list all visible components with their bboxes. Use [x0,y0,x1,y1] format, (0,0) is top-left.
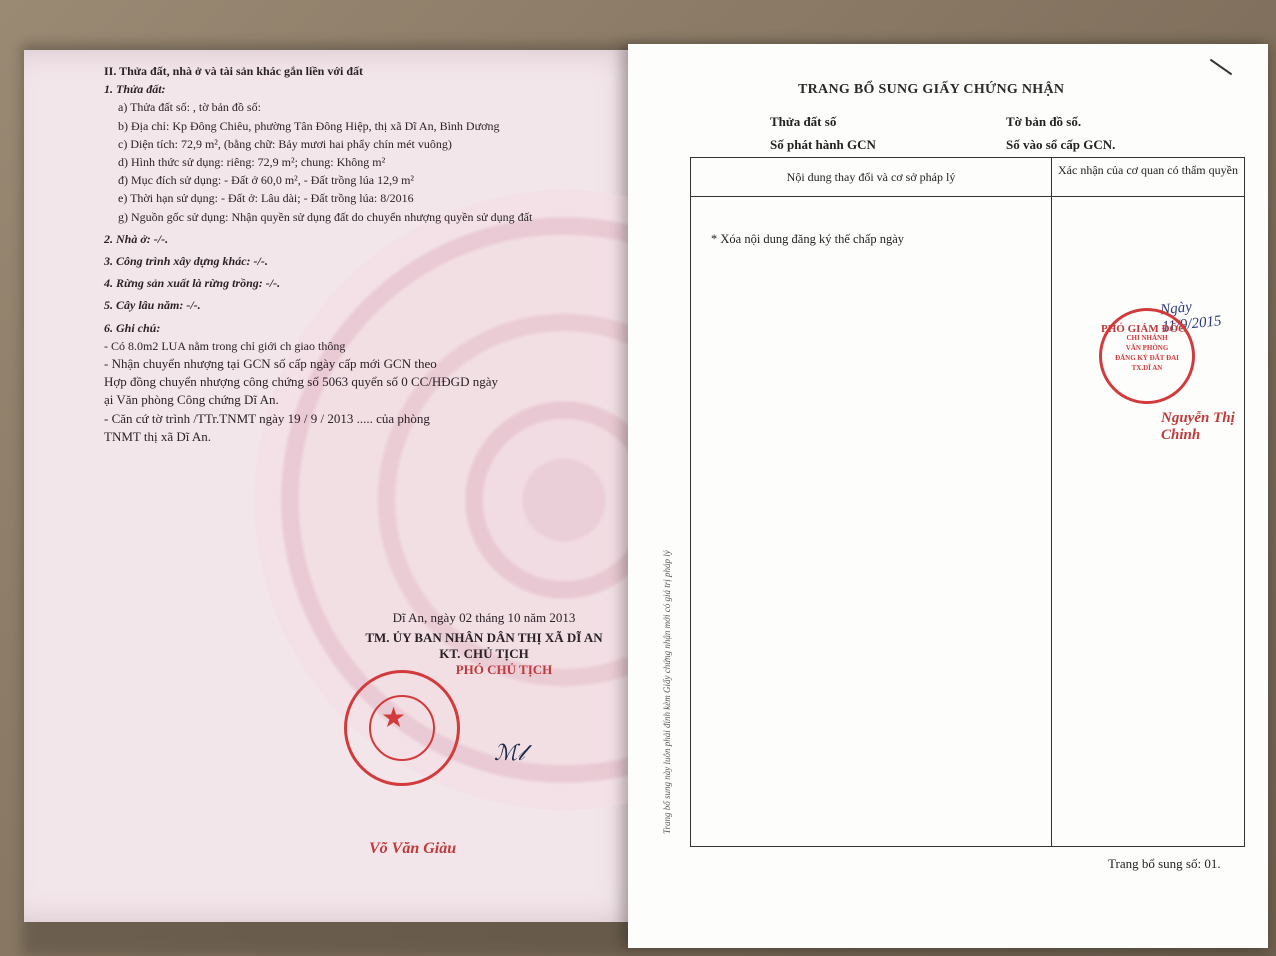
vice-director-title: PHÓ GIÁM ĐỐC [1101,323,1186,335]
perennial-line: 5. Cây lâu năm: -/-. [104,298,201,313]
official-seal-icon [344,670,460,786]
note-line: TNMT thị xã Dĩ An. [104,428,212,444]
construction-line: 3. Công trình xây dựng khác: -/-. [104,254,268,269]
land-line: e) Thời hạn sử dụng: - Đất ở: Lâu dài; - Đất trồng lúa: 8/2016 [118,191,414,206]
land-line: b) Địa chỉ: Kp Đông Chiêu, phường Tân Đông Hiệp, thị xã Dĩ An, Bình Dương [118,118,500,133]
confirm-signer-name: Nguyễn Thị Chinh [1161,410,1235,443]
note-line: ại Văn phòng Công chứng Dĩ An. [104,392,279,408]
place-date: Dĩ An, ngày 02 tháng 10 năm 2013 [392,610,576,625]
table-header-rule [691,196,1244,197]
supplement-page [628,44,1268,948]
certificate-left-page [24,50,644,922]
note-line: - Có 8.0m2 LUA nằm trong chỉ giới ch giao thông [104,338,346,353]
issue-number-label: Số phát hành GCN [770,137,876,152]
land-details [104,62,644,446]
confirmation-date: Ngày 11/9/2015 [1159,299,1223,336]
table-divider [1051,158,1052,846]
forest-line: 4. Rừng sản xuất là rừng trồng: -/-. [104,276,281,291]
star-emblem-icon: ★ [381,703,407,734]
land-line: đ) Mục đích sử dụng: - Đất ở 60,0 m², - Đất trồng lúa 12,9 m² [118,173,415,188]
page-title: TRANG BỔ SUNG GIẤY CHỨNG NHẬN [798,82,1065,97]
land-line: g) Nguồn gốc sử dụng: Nhận quyền sử dụng đất do chuyển nhượng quyền sử dụng đất [118,209,533,224]
seal-text: CHI NHÁNH VĂN PHÒNG ĐĂNG KÝ ĐẤT ĐAI TX.DĨ AN [1115,334,1179,372]
signer-name: Võ Văn Giàu [369,840,457,857]
notes-heading: 6. Ghi chú: [104,320,161,335]
note-line: Hợp đồng chuyển nhượng công chứng số 5063 quyển số 0 CC/HĐGD ngày [104,374,498,390]
corner-mark [1210,59,1232,76]
table-entry: * Xóa nội dung đăng ký thế chấp ngày [711,232,905,246]
committee-title: TM. ỦY BAN NHÂN DÂN THỊ XÃ DĨ AN [365,630,603,645]
signature-block [314,610,644,678]
map-sheet-label: Tờ bản đồ số. [1006,114,1082,129]
page-number: Trang bổ sung số: 01. [1108,856,1221,871]
side-note: Trang bổ sung này luôn phải đính kèm Giấy chứng nhận mới có giá trị pháp lý [662,550,672,834]
chairman-title: KT. CHỦ TỊCH [439,646,529,661]
register-number-label: Số vào sổ cấp GCN. [1006,137,1116,152]
parcel-label: Thửa đất số [770,114,837,129]
note-line: - Nhận chuyển nhượng tại GCN số cấp ngày cấp mới GCN theo [104,356,437,372]
land-line: d) Hình thức sử dụng: riêng: 72,9 m²; chung: Không m² [118,155,386,170]
section-title: II. Thửa đất, nhà ở và tài sản khác gắn liền với đất [104,64,364,78]
confirmation-column-header: Xác nhận của cơ quan có thẩm quyền [1058,163,1238,177]
land-heading: 1. Thửa đất: [104,82,166,97]
handwritten-signature: ℳ𝓁 [494,740,525,765]
vice-chairman-title: PHÓ CHỦ TỊCH [455,662,553,677]
note-line: - Căn cứ tờ trình /TTr.TNMT ngày 19 / 9 / 2013 ..... của phòng [104,410,430,426]
land-line: a) Thửa đất số: , tờ bản đồ số: [118,100,261,115]
amendment-table [690,157,1245,847]
land-line: c) Diện tích: 72,9 m², (bằng chữ: Bảy mươi hai phẩy chín mét vuông) [118,136,452,151]
changes-column-header: Nội dung thay đổi và cơ sở pháp lý [786,170,956,184]
house-line: 2. Nhà ở: -/-. [104,231,169,246]
